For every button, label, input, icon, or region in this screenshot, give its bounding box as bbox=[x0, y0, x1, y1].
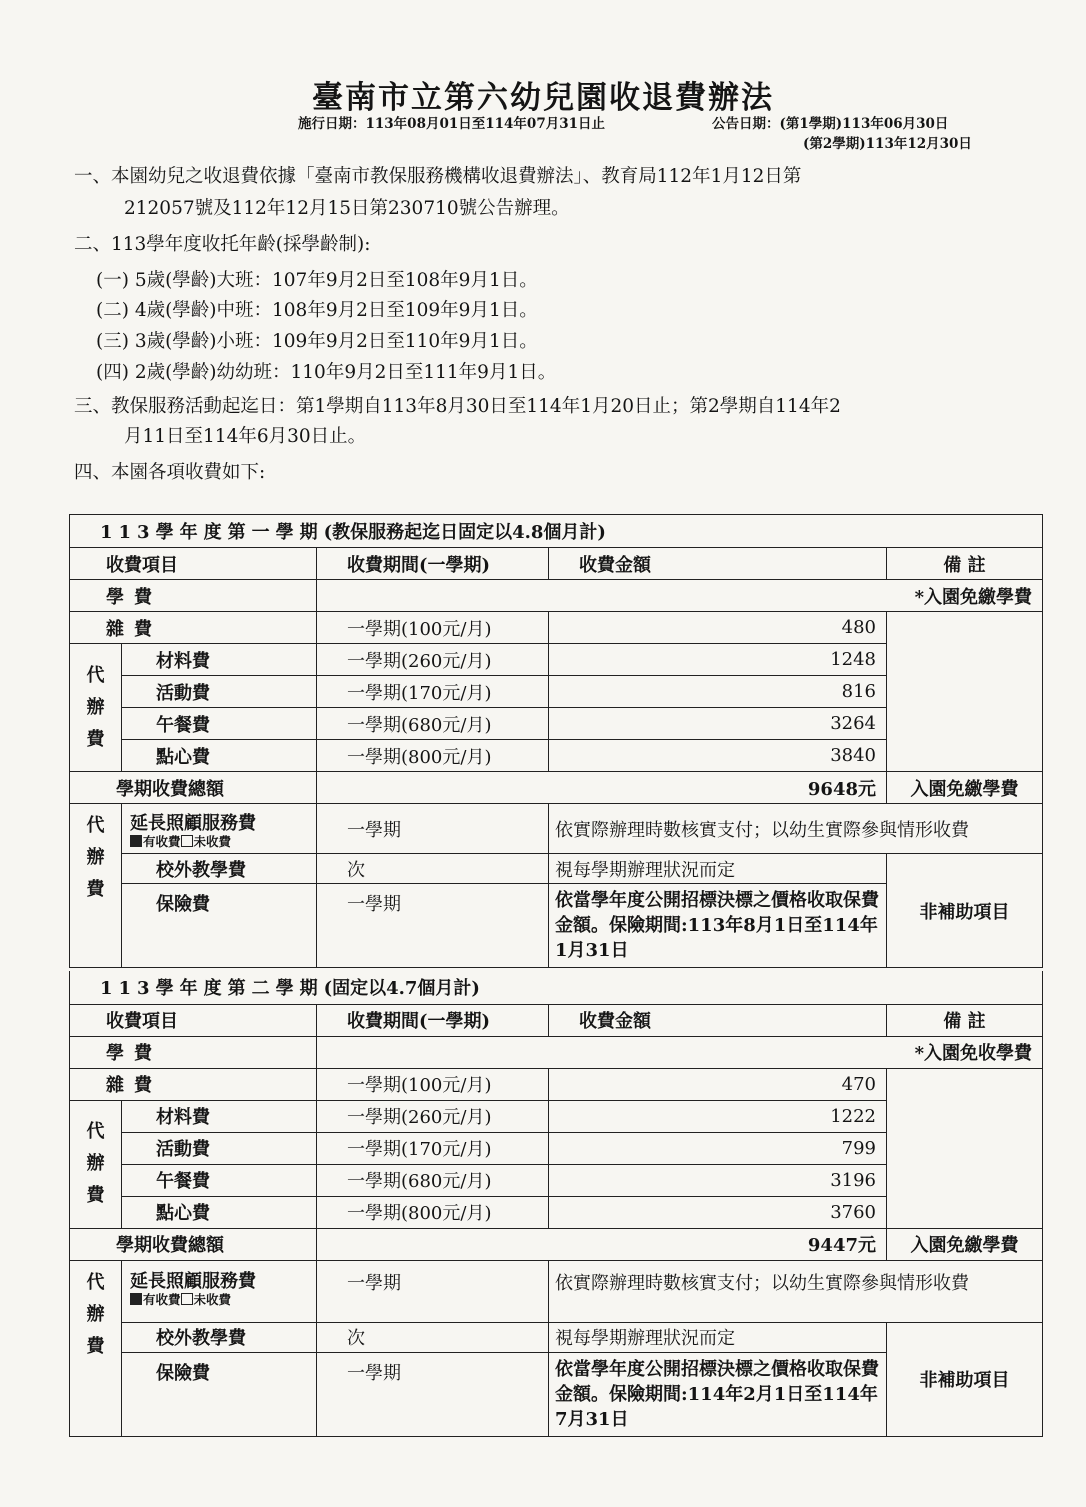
agency-item-label: 點心費 bbox=[122, 740, 317, 772]
tuition-row bbox=[70, 1036, 1043, 1068]
field-trip-desc: 視每學期辦理狀況而定 bbox=[549, 1322, 887, 1352]
column-header-row bbox=[70, 1004, 1043, 1036]
non-subsidy-note: 非補助項目 bbox=[887, 1322, 1043, 1436]
agency-item-period: 一學期(260元/月) bbox=[317, 644, 549, 676]
non-subsidy-note: 非補助項目 bbox=[887, 854, 1043, 968]
charge-off-label: 未收費 bbox=[193, 833, 232, 849]
agency-item-amount: 1222 bbox=[549, 1100, 887, 1132]
agency-char: 代 bbox=[86, 815, 105, 836]
agency-item-amount: 1248 bbox=[549, 644, 887, 676]
extended-care-row bbox=[70, 1260, 1043, 1322]
agency-item-period: 一學期(800元/月) bbox=[317, 740, 549, 772]
agency-char: 辦 bbox=[86, 1303, 105, 1325]
extended-care-period: 一學期 bbox=[317, 1260, 549, 1322]
agency-item-amount: 3840 bbox=[549, 740, 887, 772]
agency-char: 代 bbox=[86, 1271, 105, 1293]
fee-table-semester-1 bbox=[69, 514, 1043, 968]
extended-care-period: 一學期 bbox=[317, 804, 549, 854]
agency-char: 辦 bbox=[86, 847, 105, 868]
misc-label: 雜費 bbox=[70, 1068, 317, 1100]
agency-item-period: 一學期(680元/月) bbox=[317, 1164, 549, 1196]
semester-header-row bbox=[70, 515, 1043, 548]
insurance-desc: 依當學年度公開招標決標之價格收取保費金額。保險期間:114年2月1日至114年7月31日 bbox=[549, 1352, 887, 1436]
misc-period: 一學期(100元/月) bbox=[317, 1068, 549, 1100]
semester-basis: (教保服務起迄日固定以4.8個月計) bbox=[323, 522, 606, 543]
extended-care-desc: 依實際辦理時數核實支付；以幼生實際參與情形收費 bbox=[549, 804, 1043, 854]
charge-on-label: 有收費 bbox=[143, 1291, 181, 1307]
agency-item-period: 一學期(170元/月) bbox=[317, 676, 549, 708]
announce-date-2: (第2學期)113年12月30日 bbox=[803, 136, 972, 152]
insurance-desc: 依當學年度公開招標決標之價格收取保費金額。保險期間:113年8月1日至114年1月31日 bbox=[549, 884, 887, 968]
section-2-title: 二、113學年度收托年齡(採學齡制): bbox=[74, 234, 371, 255]
misc-period: 一學期(100元/月) bbox=[317, 612, 549, 644]
semester-title: 113學年度第二學期 bbox=[100, 978, 324, 1000]
agency-item-amount: 799 bbox=[549, 1132, 887, 1164]
note-blank bbox=[887, 1068, 1043, 1228]
semester-header bbox=[70, 971, 1043, 1004]
tuition-note: *入園免繳學費 bbox=[317, 580, 1043, 612]
col-item: 收費項目 bbox=[70, 548, 317, 580]
agency-item-amount: 816 bbox=[549, 676, 887, 708]
col-item: 收費項目 bbox=[70, 1004, 317, 1036]
checked-box-icon bbox=[130, 835, 142, 847]
agency-char: 辦 bbox=[86, 1153, 105, 1174]
agency-item-amount: 3264 bbox=[549, 708, 887, 740]
total-note: 入園免繳學費 bbox=[887, 1228, 1043, 1260]
agency-item-period: 一學期(680元/月) bbox=[317, 708, 549, 740]
extra-agency-label bbox=[70, 804, 122, 968]
extra-agency-label bbox=[70, 1260, 122, 1436]
unchecked-box-icon bbox=[181, 1293, 193, 1305]
insurance-label: 保險費 bbox=[122, 884, 317, 968]
checked-box-icon bbox=[130, 1293, 142, 1305]
effective-date: 施行日期：113年08月01日至114年07月31日止 bbox=[298, 116, 606, 132]
announce-date-1: 公告日期：(第1學期)113年06月30日 bbox=[712, 116, 949, 132]
agency-char: 代 bbox=[86, 1121, 105, 1142]
semester-header-row bbox=[70, 971, 1043, 1004]
semester-basis: (固定以4.7個月計) bbox=[323, 978, 480, 1000]
agency-item-period: 一學期(170元/月) bbox=[317, 1132, 549, 1164]
total-row bbox=[70, 1228, 1043, 1260]
agency-char: 費 bbox=[86, 879, 105, 900]
extended-care-cell bbox=[122, 1260, 317, 1322]
agency-item-label: 午餐費 bbox=[122, 708, 317, 740]
col-period: 收費期間(一學期) bbox=[317, 1004, 549, 1036]
age-item: (四) 2歲(學齡)幼幼班：110年9月2日至111年9月1日。 bbox=[96, 362, 557, 383]
misc-fee-row bbox=[70, 1068, 1043, 1100]
agency-label bbox=[70, 1100, 122, 1228]
section-3-line-1: 三、教保服務活動起迄日：第1學期自113年8月30日至114年1月20日止；第2學期自114年2 bbox=[74, 396, 841, 417]
agency-char: 費 bbox=[86, 728, 105, 750]
agency-item-label: 材料費 bbox=[122, 644, 317, 676]
field-trip-period: 次 bbox=[317, 1322, 549, 1352]
agency-item-period: 一學期(260元/月) bbox=[317, 1100, 549, 1132]
note-blank bbox=[887, 612, 1043, 772]
age-item: (二) 4歲(學齡)中班：108年9月2日至109年9月1日。 bbox=[96, 300, 538, 321]
agency-item-amount: 3760 bbox=[549, 1196, 887, 1228]
field-trip-row bbox=[70, 854, 1043, 884]
extended-care-row bbox=[70, 804, 1043, 854]
misc-amount: 470 bbox=[549, 1068, 887, 1100]
misc-amount: 480 bbox=[549, 612, 887, 644]
total-label: 學期收費總額 bbox=[70, 1228, 317, 1260]
tuition-label: 學費 bbox=[70, 580, 317, 612]
col-amount: 收費金額 bbox=[549, 1004, 887, 1036]
agency-item-label: 點心費 bbox=[122, 1196, 317, 1228]
semester-title: 113學年度第一學期 bbox=[100, 522, 324, 543]
page-title: 臺南市立第六幼兒園收退費辦法 bbox=[312, 80, 774, 116]
insurance-period: 一學期 bbox=[317, 884, 549, 968]
total-amount: 9447元 bbox=[317, 1228, 887, 1260]
total-row bbox=[70, 772, 1043, 804]
agency-item-period: 一學期(800元/月) bbox=[317, 1196, 549, 1228]
section-3-line-2: 月11日至114年6月30日止。 bbox=[124, 426, 367, 447]
extended-care-label: 延長照顧服務費 bbox=[130, 1270, 256, 1292]
total-amount: 9648元 bbox=[317, 772, 887, 804]
agency-item-amount: 3196 bbox=[549, 1164, 887, 1196]
fee-table-semester-2 bbox=[69, 971, 1043, 1437]
section-4-title: 四、本園各項收費如下: bbox=[74, 462, 266, 483]
section-1-line-1: 一、本園幼兒之收退費依據「臺南市教保服務機構收退費辦法」、教育局112年1月12日第 bbox=[74, 166, 802, 187]
semester-header bbox=[70, 515, 1043, 548]
agency-char: 費 bbox=[86, 1335, 105, 1357]
charge-status bbox=[130, 1293, 310, 1307]
total-label: 學期收費總額 bbox=[70, 772, 317, 804]
col-note: 備 註 bbox=[887, 1004, 1043, 1036]
field-trip-desc: 視每學期辦理狀況而定 bbox=[549, 854, 887, 884]
age-item: (三) 3歲(學齡)小班：109年9月2日至110年9月1日。 bbox=[96, 331, 538, 352]
agency-char: 辦 bbox=[86, 696, 105, 718]
tuition-label: 學費 bbox=[70, 1036, 317, 1068]
charge-off-label: 未收費 bbox=[193, 1291, 232, 1307]
agency-char: 費 bbox=[86, 1185, 105, 1206]
col-amount: 收費金額 bbox=[549, 548, 887, 580]
extended-care-desc: 依實際辦理時數核實支付；以幼生實際參與情形收費 bbox=[549, 1260, 1043, 1322]
misc-fee-row bbox=[70, 612, 1043, 644]
agency-item-label: 活動費 bbox=[122, 1132, 317, 1164]
extended-care-cell bbox=[122, 804, 317, 854]
tuition-note: *入園免收學費 bbox=[317, 1036, 1043, 1068]
column-header-row bbox=[70, 548, 1043, 580]
unchecked-box-icon bbox=[181, 835, 193, 847]
insurance-period: 一學期 bbox=[317, 1352, 549, 1436]
section-1-line-2: 212057號及112年12月15日第230710號公告辦理。 bbox=[124, 198, 570, 219]
agency-label bbox=[70, 644, 122, 772]
col-period: 收費期間(一學期) bbox=[317, 548, 549, 580]
total-note: 入園免繳學費 bbox=[887, 772, 1043, 804]
field-trip-period: 次 bbox=[317, 854, 549, 884]
charge-on-label: 有收費 bbox=[143, 833, 181, 849]
misc-label: 雜費 bbox=[70, 612, 317, 644]
col-note: 備 註 bbox=[887, 548, 1043, 580]
agency-char: 代 bbox=[86, 664, 105, 686]
agency-item-label: 材料費 bbox=[122, 1100, 317, 1132]
agency-item-label: 午餐費 bbox=[122, 1164, 317, 1196]
field-trip-label: 校外教學費 bbox=[122, 854, 317, 884]
field-trip-row bbox=[70, 1322, 1043, 1352]
age-item: (一) 5歲(學齡)大班：107年9月2日至108年9月1日。 bbox=[96, 270, 538, 291]
tuition-row bbox=[70, 580, 1043, 612]
field-trip-label: 校外教學費 bbox=[122, 1322, 317, 1352]
extended-care-label: 延長照顧服務費 bbox=[130, 812, 256, 834]
charge-status bbox=[130, 835, 310, 849]
agency-item-label: 活動費 bbox=[122, 676, 317, 708]
insurance-label: 保險費 bbox=[122, 1352, 317, 1436]
